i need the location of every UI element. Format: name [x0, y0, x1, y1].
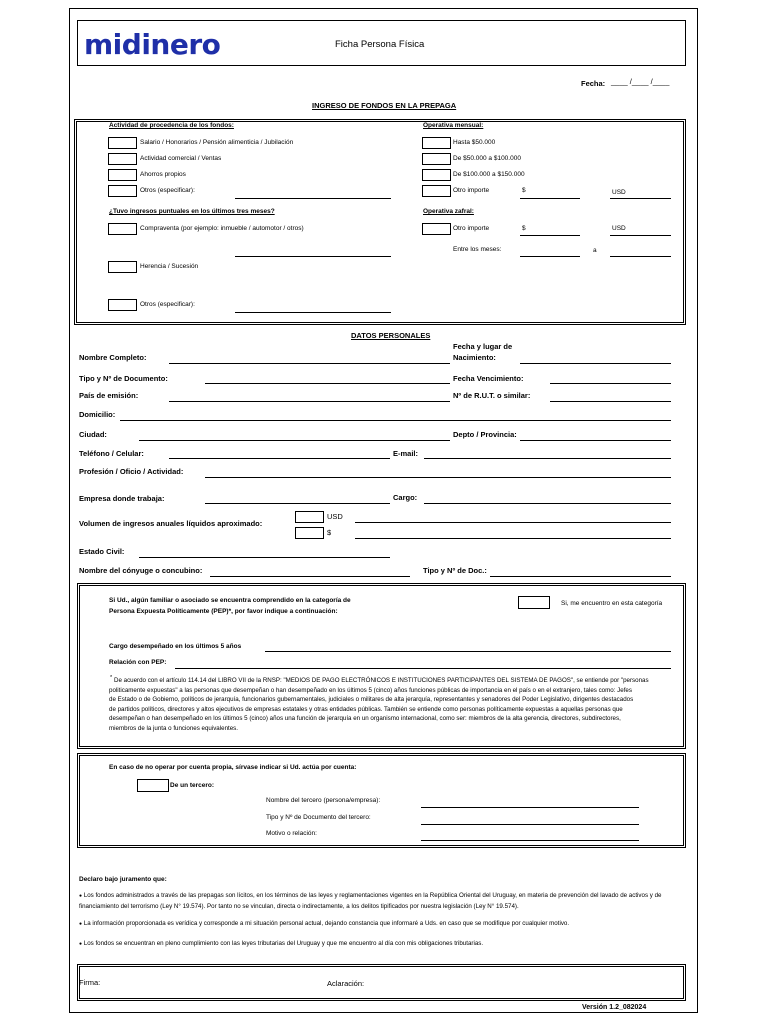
activity-checkbox-comercial[interactable]: [108, 153, 137, 165]
declaration-line: [79, 939, 691, 950]
depto-field[interactable]: [520, 440, 671, 441]
profesion-label: Profesión / Oficio / Actividad:: [79, 467, 184, 476]
between-months-a: a: [593, 247, 597, 254]
third-motivo-field[interactable]: [421, 840, 639, 841]
estado-civil-label: Estado Civil:: [79, 547, 125, 556]
zafral-label-otro: Otro importe: [453, 225, 490, 232]
empresa-field[interactable]: [205, 503, 390, 504]
fecha-lugar-label-1: Fecha y lugar de: [453, 342, 513, 351]
signature-box: [77, 964, 686, 1001]
personal-section-title: DATOS PERSONALES: [351, 331, 431, 340]
pep-footnote: [109, 676, 681, 734]
zafral-dollar-sign: $: [522, 225, 526, 232]
fecha-venc-label: Fecha Vencimiento:: [453, 374, 524, 383]
form-title: Ficha Persona Física: [335, 39, 425, 50]
pais-field[interactable]: [169, 401, 450, 402]
third-motivo-label: Motivo o relación:: [266, 830, 317, 837]
punctual-checkbox-herencia[interactable]: [108, 261, 137, 273]
pep-footnote-line: politicamente expuestas" a las personas que desempeñan o han desempeñado en los últimos 5 (cinco) años funciones públicas de importancia en el país o en el extranjero, tales como: Jefes: [109, 686, 632, 694]
declaration-item: [79, 891, 691, 911]
pep-footnote-line: De acuerdo con el artículo 114.14 del LIBRO VII de la RNSP: "MEDIOS DE PAGO ELECTRÓNICOS E INSTITUCIONES PARTICIPANTES DEL SISTEMA DE PAGOS", se entiende por "personas: [114, 677, 649, 684]
zafral-usd-line[interactable]: [610, 235, 671, 236]
email-label: E-mail:: [393, 449, 419, 458]
punctual-checkbox-otros[interactable]: [108, 299, 137, 311]
domicilio-label: Domicilio:: [79, 410, 116, 419]
punctual-title: ¿Tuvo ingresos puntuales en los últimos tres meses?: [109, 208, 275, 215]
pep-relacion-field[interactable]: [175, 668, 671, 669]
activity-label-otros: Otros (especificar):: [140, 187, 195, 194]
activity-checkbox-ahorros[interactable]: [108, 169, 137, 181]
pep-footnote-mark: *: [110, 675, 113, 681]
zafral-title: Operativa zafral:: [423, 208, 474, 215]
profesion-field[interactable]: [205, 477, 671, 478]
volumen-label: Volumen de ingresos anuales líquidos aproximado:: [79, 519, 263, 528]
monthly-checkbox-otro[interactable]: [422, 185, 451, 197]
zafral-usd-label: USD: [612, 225, 626, 232]
domicilio-field[interactable]: [120, 420, 671, 421]
pais-label: País de emisión:: [79, 391, 139, 400]
fecha-label: Fecha:: [581, 79, 606, 88]
declaration-line: [79, 919, 691, 930]
fecha-lugar-label-2: Nacimiento:: [453, 353, 496, 362]
activity-otros-line[interactable]: [235, 198, 391, 199]
monthly-dollar-sign: $: [522, 187, 526, 194]
punctual-label-otros: Otros (especificar):: [140, 301, 195, 308]
declaration-text: Los fondos administrados a través de las prepagas son lícitos, en los términos de las leyes y reglamentaciones vigentes en la República Oriental del Uruguay, en materia de prevención del lavado de activos y de: [83, 892, 662, 899]
activity-title: Actividad de procedencia de los fondos:: [109, 122, 234, 129]
tipo-doc2-label: Tipo y Nº de Doc.:: [423, 566, 487, 575]
declaration-title: Declaro bajo juramento que:: [79, 876, 167, 883]
declaration-text: Los fondos se encuentran en pleno cumplimiento con las leyes tributarias del Uruguay y que me encuentro al día con mis obligaciones tributarias.: [83, 940, 484, 947]
tipo-doc-field[interactable]: [205, 383, 450, 384]
volumen-usd-checkbox[interactable]: [295, 511, 324, 523]
pep-relacion-label: Relación con PEP:: [109, 659, 167, 666]
pep-question-2: Persona Expuesta Políticamente (PEP)*, por favor indique a continuación:: [109, 608, 338, 615]
between-months-to-line[interactable]: [610, 256, 671, 257]
declaration-item: [79, 939, 691, 950]
volumen-peso-checkbox[interactable]: [295, 527, 324, 539]
pep-check-label: Si, me encuentro en esta categoría: [561, 600, 663, 607]
third-party-checkbox[interactable]: [137, 779, 169, 792]
monthly-checkbox-100-150[interactable]: [422, 169, 451, 181]
nombre-field[interactable]: [169, 363, 450, 364]
declaration-item: [79, 919, 691, 930]
pep-footnote-line: desempeñan o han desempeñado en los últimos 5 (cinco) años una función de jerarquía en un organismo internacional, como ser: miembros de la alta gerencia, directores, subdirectores,: [109, 715, 621, 723]
fecha-venc-field[interactable]: [550, 383, 671, 384]
punctual-otros-line[interactable]: [235, 312, 391, 313]
third-nombre-label: Nombre del tercero (persona/empresa):: [266, 797, 381, 804]
funds-section-box: [74, 119, 686, 325]
monthly-checkbox-hasta[interactable]: [422, 137, 451, 149]
punctual-checkbox-compraventa[interactable]: [108, 223, 137, 235]
pep-footnote-line: miembros de la junta o funciones equivalentes.: [109, 724, 238, 732]
declaration-line: [79, 891, 691, 902]
cargo-label: Cargo:: [393, 493, 418, 502]
cargo-field[interactable]: [424, 503, 671, 504]
bullet-icon: ●: [79, 941, 83, 947]
between-months-label: Entre los meses:: [453, 246, 502, 253]
monthly-title: Operativa mensual:: [423, 122, 484, 129]
telefono-label: Teléfono / Celular:: [79, 449, 144, 458]
pep-footnote-line: de partidos políticos, directores y altos ejecutivos de empresas estatales y otras entidades públicas. También se entiende como personas políticamente expuestas a aquellas personas que: [109, 705, 623, 713]
rut-field[interactable]: [550, 401, 671, 402]
firma-label: Firma:: [79, 978, 101, 987]
email-field[interactable]: [424, 458, 671, 459]
monthly-label-100-150: De $100.000 a $150.000: [453, 171, 525, 178]
monthly-label-hasta: Hasta $50.000: [453, 139, 496, 146]
volumen-usd-field[interactable]: [355, 522, 671, 523]
monthly-usd-line[interactable]: [610, 198, 671, 199]
volumen-peso-label: $: [327, 528, 332, 537]
third-party-title: En caso de no operar por cuenta propia, sírvase indicar si Ud. actúa por cuenta:: [109, 764, 357, 771]
depto-label: Depto / Provincia:: [453, 430, 517, 439]
activity-checkbox-otros[interactable]: [108, 185, 137, 197]
empresa-label: Empresa donde trabaja:: [79, 494, 165, 503]
punctual-label-compraventa: Compraventa (por ejemplo: inmueble / automotor / otros): [140, 225, 304, 232]
activity-label-salario: Salario / Honorarios / Pensión alimenticia / Jubilación: [140, 139, 294, 146]
monthly-peso-line[interactable]: [520, 198, 580, 199]
ciudad-label: Ciudad:: [79, 430, 107, 439]
pep-cargo-field[interactable]: [265, 651, 671, 652]
declaration-text: La información proporcionada es verídica y corresponde a mi situación personal actual, dejando constancia que informaré a Uds. en caso que se modifique por cualquier motivo.: [83, 920, 570, 927]
volumen-usd-label: USD: [327, 512, 343, 521]
activity-label-ahorros: Ahorros propios: [140, 171, 186, 178]
zafral-checkbox-otro[interactable]: [422, 223, 451, 235]
bullet-icon: ●: [79, 921, 83, 927]
declaration-text: financiamiento del terrorismo (Ley N° 19.574). Por tanto no se vinculan, directa o indirectamente, a los delitos tipificados por nuestra legislación (Ley N° 19.574).: [79, 902, 519, 910]
third-tipo-doc-label: Tipo y Nº de Documento del tercero:: [266, 814, 371, 821]
estado-civil-field[interactable]: [139, 557, 390, 558]
pep-question-1: Si Ud., algún familiar o asociado se encuentra comprendido en la categoría de: [109, 597, 351, 604]
volumen-peso-field[interactable]: [355, 538, 671, 539]
between-months-from-line[interactable]: [520, 256, 580, 257]
conyuge-label: Nombre del cónyuge o concubino:: [79, 566, 203, 575]
activity-label-comercial: Actividad comercial / Ventas: [140, 155, 222, 162]
ciudad-field[interactable]: [139, 440, 450, 441]
bullet-icon: ●: [79, 893, 83, 899]
zafral-peso-line[interactable]: [520, 235, 580, 236]
monthly-checkbox-50-100[interactable]: [422, 153, 451, 165]
fecha-field[interactable]: ____ /____ /____: [611, 77, 670, 86]
activity-checkbox-salario[interactable]: [108, 137, 137, 149]
conyuge-field[interactable]: [210, 576, 410, 577]
tipo-doc-label: Tipo y Nº de Documento:: [79, 374, 168, 383]
monthly-label-otro: Otro importe: [453, 187, 490, 194]
pep-footnote-line: de Estado o de Gobierno, políticos de jerarquía, funcionarios gubernamentales, judiciales o militares de alta jerarquía, representantes y senadores del Poder Legislativo, dirigentes destacados: [109, 696, 634, 704]
third-tipo-doc-field[interactable]: [421, 824, 639, 825]
monthly-label-50-100: De $50.000 a $100.000: [453, 155, 521, 162]
funds-section-title: INGRESO DE FONDOS EN LA PREPAGA: [312, 101, 457, 110]
fecha-lugar-field[interactable]: [520, 363, 671, 364]
punctual-label-herencia: Herencia / Sucesión: [140, 263, 199, 270]
monthly-usd-label: USD: [612, 189, 626, 196]
version-label: Versión 1.2_082024: [582, 1004, 647, 1011]
aclaracion-label: Aclaración:: [327, 979, 365, 988]
pep-checkbox[interactable]: [518, 596, 550, 609]
rut-label: Nº de R.U.T. o similar:: [453, 391, 531, 400]
third-party-de-un-tercero: De un tercero:: [170, 782, 215, 789]
third-nombre-field[interactable]: [421, 807, 639, 808]
midinero-logo: midinero: [84, 28, 221, 61]
telefono-field[interactable]: [169, 458, 390, 459]
tipo-doc2-field[interactable]: [490, 576, 671, 577]
punctual-compraventa-line[interactable]: [235, 256, 391, 257]
nombre-label: Nombre Completo:: [79, 353, 147, 362]
pep-cargo-label: Cargo desempeñado en los últimos 5 años: [109, 643, 242, 650]
